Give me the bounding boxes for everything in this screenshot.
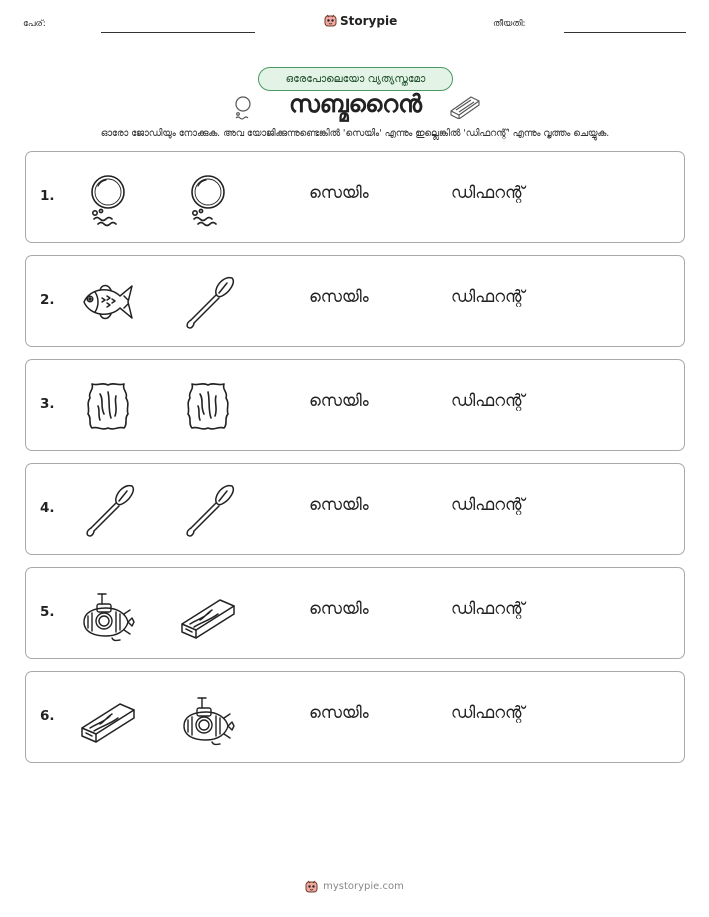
oar-icon — [178, 272, 238, 332]
instructions: ഓരോ ജോഡിയും നോക്കുക. അവ യോജിക്കുന്നുണ്ടെങ്കിൽ 'സെയിം' എന്നും ഇല്ലെങ്കിൽ 'ഡിഫറന്റ്' എന്നും വൃത്തം ചെയ്യുക. — [100, 128, 610, 139]
wooden-plank-icon — [178, 584, 238, 644]
different-option[interactable]: ഡിഫറന്റ് — [451, 391, 525, 410]
bubble-icon — [178, 168, 238, 228]
same-option[interactable]: സെയിം — [309, 287, 369, 306]
storypie-logo-icon — [305, 879, 318, 894]
exercise-row — [25, 671, 685, 763]
submarine-icon — [78, 584, 138, 644]
exercise-row — [25, 567, 685, 659]
submarine-icon — [178, 688, 238, 748]
exercise-row — [25, 463, 685, 555]
footer — [0, 879, 709, 894]
storypie-logo-icon — [324, 13, 337, 28]
page-title: സബ്മറൈൻ — [288, 90, 423, 118]
same-option[interactable]: സെയിം — [309, 599, 369, 618]
oar-icon — [78, 480, 138, 540]
same-option[interactable]: സെയിം — [309, 183, 369, 202]
bubble-icon — [78, 168, 138, 228]
date-label: തീയതി: — [493, 19, 526, 29]
wooden-plank-icon — [449, 93, 481, 119]
worksheet-header — [0, 0, 709, 40]
bubble-icon — [232, 94, 254, 120]
date-line[interactable] — [564, 32, 686, 33]
fish-icon — [78, 272, 138, 332]
row-number: 6. — [40, 708, 55, 724]
different-option[interactable]: ഡിഫറന്റ് — [451, 183, 525, 202]
different-option[interactable]: ഡിഫറന്റ് — [451, 287, 525, 306]
row-number: 2. — [40, 292, 55, 308]
footer-site: mystorypie.com — [323, 881, 404, 892]
brand-name: Storypie — [340, 13, 398, 28]
same-option[interactable]: സെയിം — [309, 703, 369, 722]
same-option[interactable]: സെയിം — [309, 495, 369, 514]
exercise-row — [25, 255, 685, 347]
name-line[interactable] — [101, 32, 255, 33]
different-option[interactable]: ഡിഫറന്റ് — [451, 495, 525, 514]
different-option[interactable]: ഡിഫറന്റ് — [451, 703, 525, 722]
row-number: 4. — [40, 500, 55, 516]
different-option[interactable]: ഡിഫറന്റ് — [451, 599, 525, 618]
oar-icon — [178, 480, 238, 540]
animal-hide-icon — [178, 376, 238, 436]
category-badge: ഒരേപോലെയോ വ്യത്യസ്തമോ — [258, 67, 453, 91]
exercise-row — [25, 359, 685, 451]
animal-hide-icon — [78, 376, 138, 436]
same-option[interactable]: സെയിം — [309, 391, 369, 410]
row-number: 5. — [40, 604, 55, 620]
row-number: 3. — [40, 396, 55, 412]
brand — [324, 13, 397, 28]
name-label: പേര്: — [23, 19, 46, 29]
title-row — [0, 90, 709, 122]
wooden-plank-icon — [78, 688, 138, 748]
row-number: 1. — [40, 188, 55, 204]
exercise-row — [25, 151, 685, 243]
